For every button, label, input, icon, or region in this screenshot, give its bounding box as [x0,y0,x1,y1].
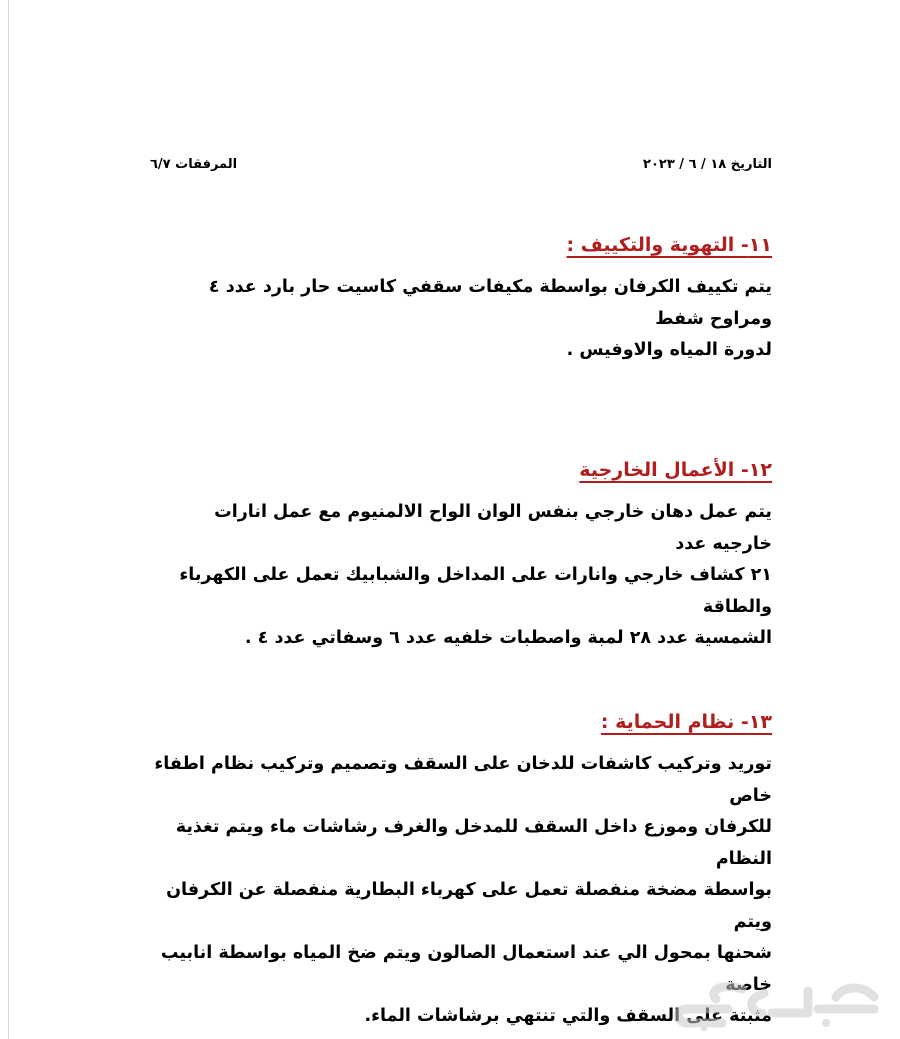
paragraph-line: الشمسية عدد ٢٨ لمبة واصطبات خلفيه عدد ٦ وسفاتي عدد ٤ . [244,628,772,648]
paragraph-line: توريد وتركيب كاشفات للدخان على السقف وتصميم وتركيب نظام اطفاء خاص [154,754,772,806]
paragraph-line: للكرفان وموزع داخل السقف للمدخل والغرف رشاشات ماء ويتم تغذية النظام [175,817,772,869]
section-external-works [150,457,772,655]
paragraph-line: يتم تكييف الكرفان بواسطة مكيفات سقفي كاسيت حار بارد عدد ٤ ومراوح شفط [208,277,772,329]
section-heading: ١٢- الأعمال الخارجية [579,459,772,481]
watermark-icon [668,979,888,1031]
date-label: التاريخ ١٨ / ٦ / ٢٠٢٣ [643,157,772,172]
paragraph-line: يتم عمل دهان خارجي بنفس الوان الواح الالمنيوم مع عمل انارات خارجيه عدد [214,502,772,554]
page-edge-line [8,0,9,1039]
haraj-watermark-logo [668,979,888,1031]
paragraph-line: لدورة المياه والاوفيس . [566,340,772,360]
attachments-label: المرفقات ٦/٧ [150,157,238,172]
section-hvac [150,232,772,367]
document-page [150,0,772,1039]
paragraph-line: ٢١ كشاف خارجي وانارات على المداخل والشبابيك تعمل على الكهرباء والطاقة [179,565,772,617]
section-heading: ١١- التهوية والتكييف : [566,234,772,256]
paragraph-line: شحنها بمحول الي عند استعمال الصالون ويتم ضخ المياه بواسطة انابيب خاصة [160,943,772,995]
paragraph-line: مثبتة على السقف والتي تنتهي برشاشات الماء. [364,1006,772,1026]
section-paragraph [150,272,772,367]
section-paragraph [150,497,772,655]
section-heading: ١٣- نظام الحماية : [600,711,772,733]
paragraph-line: بواسطة مضخة منفصلة تعمل على كهرباء البطارية منفصلة عن الكرفان ويتم [166,880,772,932]
document-header [150,157,772,179]
